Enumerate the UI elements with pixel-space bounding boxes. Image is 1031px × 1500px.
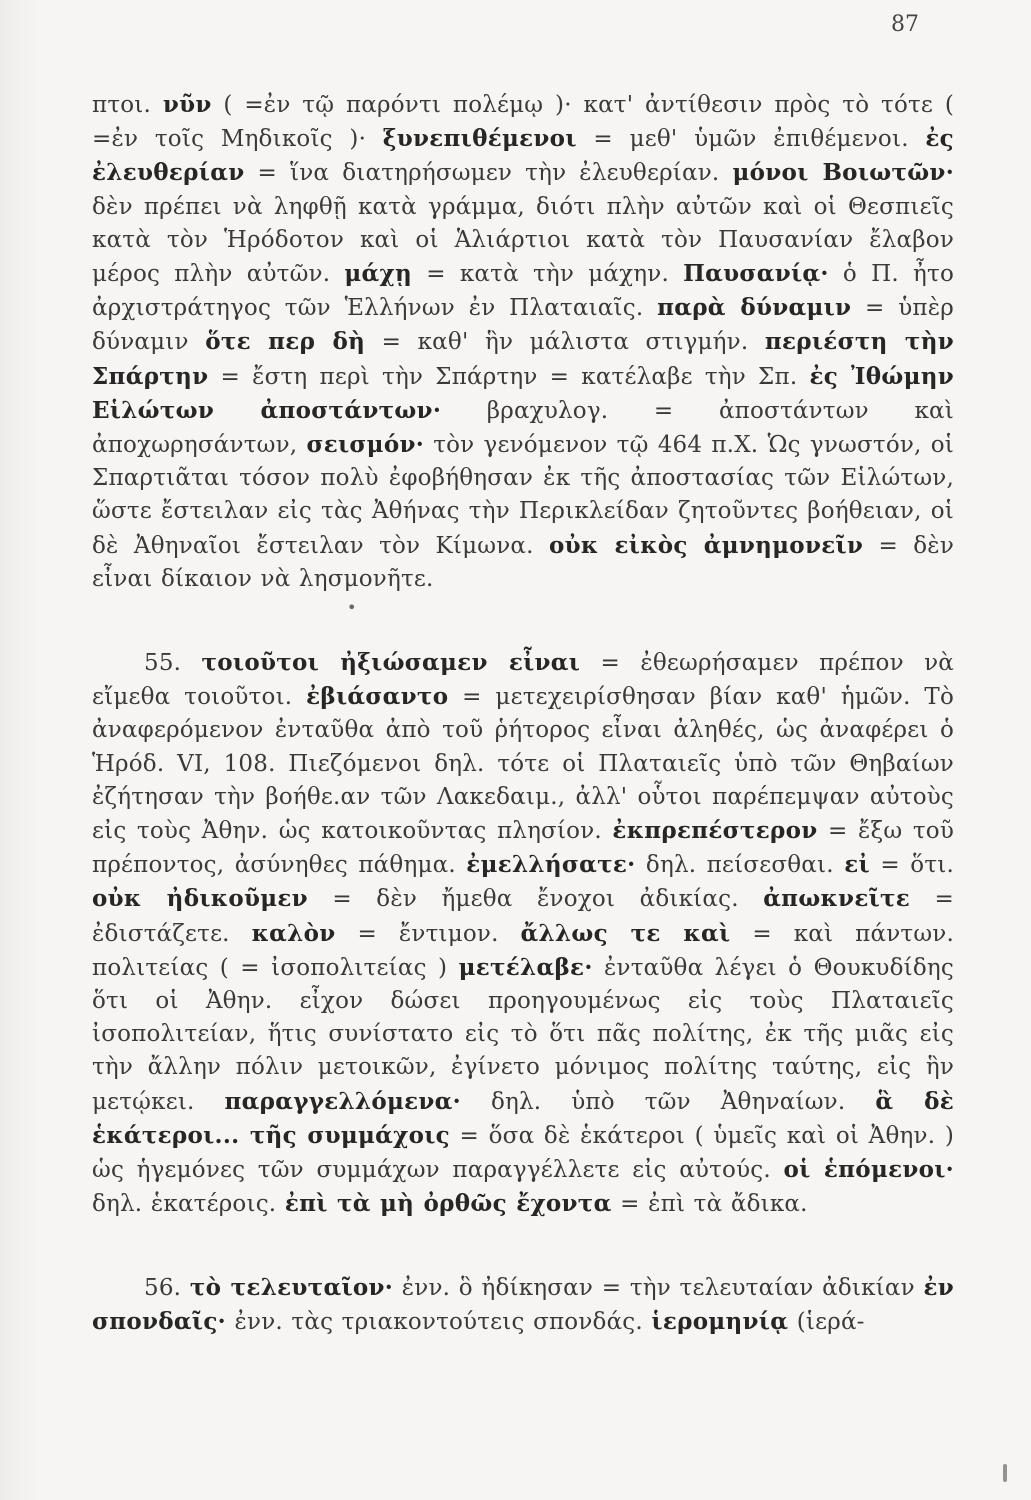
text-segment: = κατὰ τὴν μάχην. <box>412 261 684 288</box>
lemma-hieromenia: ἱερομηνίᾳ <box>651 1307 789 1335</box>
lemma-allos-te-kai: ἄλλως τε καὶ <box>520 919 731 947</box>
text-segment: = μεθ' ὑμῶν ἐπιθέμενοι. <box>576 126 926 153</box>
text-segment: δηλ. πείσεσθαι. <box>635 852 845 879</box>
text-segment: = καθ' ἣν μάλιστα στιγμήν. <box>365 329 765 356</box>
paragraph-56 <box>92 1271 954 1339</box>
text-segment: = ἔξω τοῦ πρέποντος, ἀσύνηθες πάθημα. <box>92 818 954 879</box>
lemma-pausania: Παυσανίᾳ· <box>683 260 829 288</box>
text-segment: ( =ἐν τῷ παρόντι πολέμῳ )· κατ' ἀντίθεσιν πρὸς τὸ τότε ( =ἐν τοῖς Μηδικοῖς )· <box>92 92 954 153</box>
lemma-to-teleutaion: τὸ τελευταῖον· <box>189 1273 394 1301</box>
text-segment: = καὶ πάντων. πολιτείας ( = ἰσοπολιτείας ) <box>92 920 954 981</box>
text-segment: = ἵνα διατηρήσωμεν τὴν ἐλευθερίαν. <box>244 160 733 187</box>
paragraph-54-continued <box>92 88 954 596</box>
text-segment: = ὑπὲρ δύναμιν <box>92 295 954 356</box>
section-number-55: 55. <box>144 650 202 677</box>
text-segment: = ὅσα δὲ ἑκάτεροι ( ὑμεῖς καὶ οἱ Ἀθην. ) ὡς ἡγεμόνες τῶν συμμάχων παραγγέλλετε εἰς αὐτούς. <box>92 1122 954 1184</box>
lemma-ekprepesteron: ἐκπρεπέστερον <box>612 817 818 845</box>
text-segment: = δὲν ἤμεθα ἔνοχοι ἀδικίας. <box>307 886 764 913</box>
text-segment: ὁ Π. ἦτο ἀρχιστράτηγος τῶν Ἑλλήνων ἐν Πλαταιαῖς. <box>92 261 955 322</box>
lemma-hote-per-de: ὅτε περ δὴ <box>205 328 366 356</box>
scan-edge-mark <box>1003 1464 1007 1482</box>
text-segment: δὲν πρέπει νὰ ληφθῇ κατὰ γράμμα, διότι πλὴν αὐτῶν καὶ οἱ Θεσπιεῖς κατὰ τὸν Ἡρόδοτον καὶ οἱ Ἁλιάρτιοι κατὰ τὸν Παυσανίαν ἔλαβον μέρος πλὴν αὐτῶν. <box>92 193 954 288</box>
lemma-es-eleutherian: ἐς ἐλευθερίαν <box>92 125 954 187</box>
text-segment: ἐνν. ὃ ἠδίκησαν = τὴν τελευταίαν ἀδικίαν <box>393 1274 924 1301</box>
lemma-paraggellomena: παραγγελλόμενα· <box>224 1087 461 1115</box>
lemma-seismon: σεισμόν· <box>306 431 425 459</box>
lemma-ebiasanto: ἐβιάσαντο <box>306 683 449 711</box>
text-segment: = δὲν εἶναι δίκαιον νὰ λησμονῆτε. <box>92 532 955 592</box>
text-segment: τὸν γενόμενον τῷ 464 π.Χ. Ὡς γνωστόν, οἱ Σπαρτιᾶται τόσον πολὺ ἐφοβήθησαν ἐκ τῆς ἀποστασίας τῶν Εἱλώτων, ὥστε ἔστειλαν εἰς τὰς Ἀθήνας τὴν Περικλείδαν ζητοῦντες βοήθειαν, οἱ δὲ Ἀθηναῖοι ἔστειλαν τὸν Κίμωνα. <box>92 432 954 559</box>
lemma-mache: μάχῃ <box>344 260 413 288</box>
text-segment: = ἐπὶ τὰ ἄδικα. <box>611 1191 808 1218</box>
text-segment: δηλ. ἑκατέροις. <box>92 1191 285 1218</box>
lemma-ouk-edikoumen: οὐκ ἠδικοῦμεν <box>92 885 308 913</box>
text-segment: = ὅτι. <box>869 852 954 879</box>
page-number: 87 <box>891 12 919 37</box>
text-segment: ἐνν. τὰς τριακοντούτεις σπονδάς. <box>225 1308 652 1335</box>
text-segment: βραχυλογ. = ἀποστάντων καὶ ἀποχωρησάντων, <box>92 397 954 459</box>
lemma-nyn: νῦν <box>162 91 212 118</box>
lemma-perieste-ten-sparten: περιέστη τὴν Σπάρτην <box>92 328 954 390</box>
lemma-meteelabe: μετέλαβε· <box>458 953 593 981</box>
text-segment: πτοι. <box>92 92 163 118</box>
lemma-monoi-boioton: μόνοι Βοιωτῶν· <box>732 159 954 187</box>
text-segment: δηλ. ὑπὸ τῶν Ἀθηναίων. <box>461 1088 876 1115</box>
lemma-es-ithomen: ἐς Ἰθώμην Εἱλώτων ἀποστάντων· <box>92 362 954 424</box>
lemma-en-spondais: ἐν σπονδαῖς· <box>92 1273 954 1335</box>
text-segment: = ἔντιμον. <box>335 920 521 947</box>
commentary-text <box>92 88 954 1339</box>
text-segment: = ἔστη περὶ τὴν Σπάρτην = κατέλαβε τὴν Σπ. <box>208 363 810 390</box>
lemma-ei: εἰ <box>844 851 870 879</box>
print-mark: • <box>347 598 357 617</box>
lemma-para-dynamin: παρὰ δύναμιν <box>657 294 852 322</box>
lemma-emellesate: ἐμελλήσατε· <box>466 851 636 879</box>
text-segment: = ἐδιστάζετε. <box>92 886 955 947</box>
lemma-hoi-hepomenoi: οἱ ἑπόμενοι· <box>783 1156 954 1184</box>
text-segment: (ἱερά- <box>788 1308 865 1335</box>
lemma-xynepithemenoi: ξυνεπιθέμενοι <box>382 125 577 153</box>
lemma-kalon: καλὸν <box>251 919 336 947</box>
text-segment: = ἐθεωρήσαμεν πρέπον νὰ εἴμεθα τοιοῦτοι. <box>92 650 954 711</box>
lemma-toioutoi: τοιοῦτοι ἠξιώσαμεν εἶναι <box>201 649 581 677</box>
lemma-ha-de-hekateroi: ἃ δὲ ἑκάτεροι... τῆς συμμάχοις <box>92 1087 955 1149</box>
paragraph-55 <box>92 646 954 1221</box>
lemma-ouk-eikos: οὐκ εἰκὸς ἀμνημονεῖν <box>548 531 864 559</box>
section-number-56: 56. <box>144 1274 190 1301</box>
lemma-apokneite: ἀπωκνεῖτε <box>763 885 911 913</box>
text-segment: = μετεχειρίσθησαν βίαν καθ' ἡμῶν. Τὸ ἀναφερόμενον ἐνταῦθα ἀπὸ τοῦ ῥήτορος εἶναι ἀληθές, ὡς ἀναφέρει ὁ Ἡρόδ. VI, 108. Πιεζόμενοι δηλ. τότε οἱ Πλαταιεῖς ὑπὸ τῶν Θηβαίων ἐζήτησαν τὴν βοήθε.αν τῶν Λακεδαιμ., ἀλλ' οὗτοι παρέπεμψαν αὐτοὺς εἰς τοὺς Ἀθην. ὡς κατοικοῦντας πλησίον. <box>92 684 954 845</box>
text-segment: ἐνταῦθα λέγει ὁ Θουκυδίδης ὅτι οἱ Ἀθην. εἶχον δώσει προηγουμένως εἰς τοὺς Πλαταιεῖς ἰσοπολιτείαν, ἥτις συνίστατο εἰς τὸ ὅτι πᾶς πολίτης, ἐκ τῆς μιᾶς εἰς τὴν ἄλλην πόλιν μετοικῶν, ἐγίνετο μόνιμος πολίτης ταύτης, εἰς ἣν μετῴκει. <box>92 954 954 1115</box>
lemma-epi-ta-me-orthos: ἐπὶ τὰ μὴ ὀρθῶς ἔχοντα <box>284 1190 612 1218</box>
